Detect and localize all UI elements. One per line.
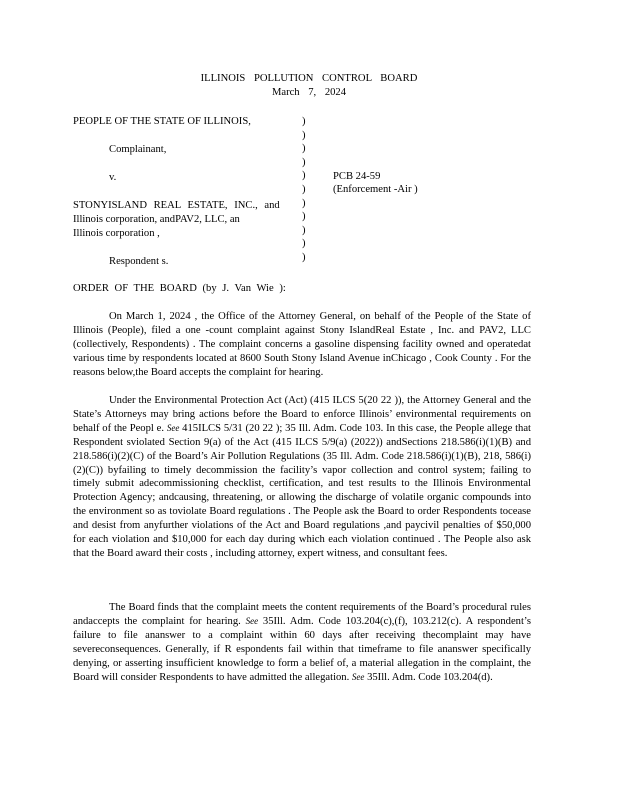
see-citation: See [166,422,180,433]
board-name: ILLINOIS POLLUTION CONTROL BOARD [200,73,418,84]
paren: ) [302,238,306,250]
paragraph-2-text-b: 415ILCS 5/31 (20 22 ); 35 Ill. Adm. Code 103. In this case, the People allege that Respondent sviolated Section 9(a) of the Act (415 ILCS 5/9(a) (2022)) andSections 218.586(i)(1)(B) and 218.586(i)(2)(C) of the Board’s Air Pollution Regulations (35 Ill. Adm. Code 218.586(i)(1)(B), 218, 586(i)(2)(C)) byfailing to timely decommission the facility’s vapor collection and control system; failing to timely submit adecommissioning checklist, certification, and test results to the Illinois Environmental Protection Agency; andcausing, threatening, or allowing the discharge of volatile organic compounds into the environment so as toviolate Board regulations . The People ask the Board to order Respondents tocease and desist from anyfurther violations of the Act and Board regulations ,and paycivil penalties of $50,000 for each violation and $10,000 for each day during which each violation continued . The People also ask that the Board award their costs , including attorney, expert witness, and consultant fees. [73,422,531,559]
order-heading: ORDER OF THE BOARD (by J. Van Wie ): [73,283,286,294]
paren: ) [302,116,306,127]
paren: ) [302,211,306,223]
document-header [0,72,618,100]
paragraph-2 [73,394,531,561]
paren: ) [302,143,306,155]
defendant-line-1: STONYISLAND REAL ESTATE, INC., and [73,200,280,211]
case-info [333,170,533,196]
see-citation: See [351,671,365,682]
paren: ) [302,170,306,182]
paragraph-1-text: On March 1, 2024 , the Office of the Attorney General, on behalf of the People of the State of Illinois (People), filed a one -count complaint against Stony IslandReal Estate , Inc. and PAV2, LLC (collectively, Respondents) . The complaint concerns a gasoline dispensing facility owned and operatedat various time by respondents located at 8600 South Stony Island Avenue inChicago , Cook County . For the reasons below,the Board accepts the complaint for hearing. [73,311,531,378]
see-citation: See [245,615,259,626]
paragraph-3-text-b: 35Ill. Adm. Code 103.204(c),(f), 103.212(c). A respondent’s failure to file ananswer to a complaint within 60 days after receiving thecomplaint may have severeconsequences. Generally, if R espondents fail within that timeframe to file ananswer specifically denying, or asserting insufficient knowledge to form a belief of, a material allegation in the complaint, the Board will consider Respondents to have admitted the allegation. [73,615,531,683]
paren: ) [302,197,306,209]
respondents-label: Respondent s. [109,256,169,267]
versus-label: v. [109,172,117,183]
paragraph-3-text-a: The Board finds that the complaint meets the content requirements of the Board’s procedural rules andaccepts the complaint for hearing. [73,602,531,627]
defendant-line-3: Illinois corporation , [73,228,160,239]
complainant-label: Complainant, [109,144,167,155]
paragraph-3-text-c: 35Ill. Adm. Code 103.204(d). [367,671,493,683]
paren: ) [302,251,306,263]
paragraph-2-text-a: Under the Environmental Protection Act (Act) (415 ILCS 5(20 22 )), the Attorney General and the State’s Attorneys may bring actions before the Board to enforce Illinois’ environmental requirements on behalf of the Peopl e. [73,395,531,434]
paren: ) [302,224,306,236]
paren: ) [302,156,306,168]
defendant-line-2: Illinois corporation, andPAV2, LLC, an [73,214,240,225]
case-number: PCB 24-59 [333,171,381,182]
paragraph-1 [73,310,531,380]
case-type: (Enforcement -Air ) [333,184,418,195]
paren: ) [302,129,306,141]
paren: ) [302,183,306,195]
caption-parentheses [302,115,312,265]
paragraph-3 [73,601,531,684]
plaintiff-name: PEOPLE OF THE STATE OF ILLINOIS, [73,116,251,127]
order-date: March 7, 2024 [271,87,347,98]
case-caption [73,115,553,270]
